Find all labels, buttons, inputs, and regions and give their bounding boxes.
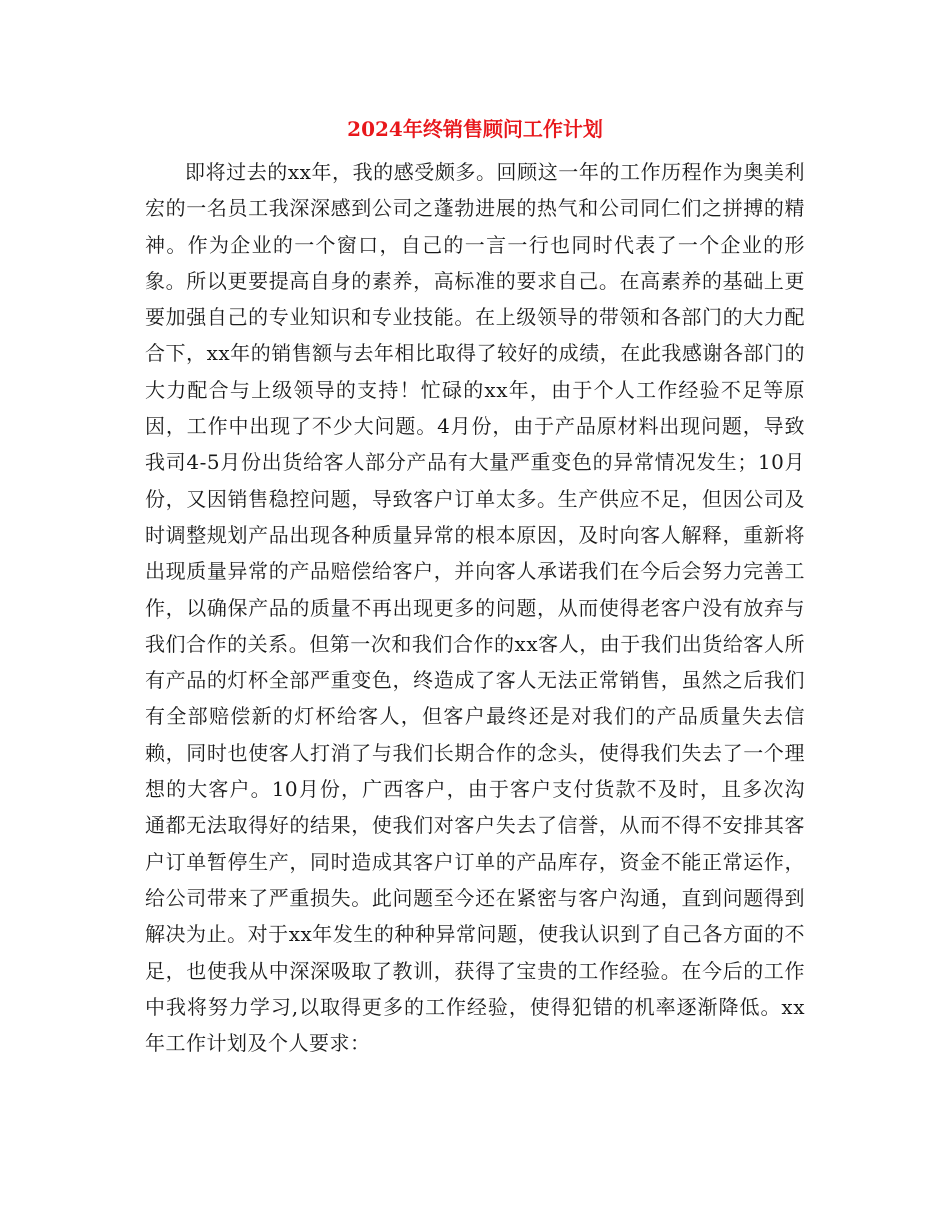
document-title: 2024年终销售顾问工作计划: [347, 117, 603, 141]
body-paragraph: 即将过去的xx年，我的感受颇多。回顾这一年的工作历程作为奥美利宏的一名员工我深深感到公司之蓬勃进展的热气和公司同仁们之拼搏的精神。作为企业的一个窗口，自己的一言一行也同时代表了一个企业的形象。所以更要提高自身的素养，高标准的要求自己。在高素养的基础上更要加强自己的专业知识和专业技能。在上级领导的带领和各部门的大力配合下，xx年的销售额与去年相比取得了较好的成绩，在此我感谢各部门的大力配合与上级领导的支持！忙碌的xx年，由于个人工作经验不足等原因，工作中出现了不少大问题。4月份，由于产品原材料出现问题，导致我司4-5月份出货给客人部分产品有大量严重变色的异常情况发生；10月份，又因销售稳控问题，导致客户订单太多。生产供应不足，但因公司及时调整规划产品出现各种质量异常的根本原因，及时向客人解释，重新将出现质量异常的产品赔偿给客户，并向客人承诺我们在今后会努力完善工作，以确保产品的质量不再出现更多的问题，从而使得老客户没有放弃与我们合作的关系。但第一次和我们合作的xx客人，由于我们出货给客人所有产品的灯杯全部严重变色，终造成了客人无法正常销售，虽然之后我们有全部赔偿新的灯杯给客人，但客户最终还是对我们的产品质量失去信赖，同时也使客人打消了与我们长期合作的念头，使得我们失去了一个理想的大客户。10月份，广西客户，由于客户支付货款不及时，且多次沟通都无法取得好的结果，使我们对客户失去了信誉，从而不得不安排其客户订单暂停生产，同时造成其客户订单的产品库存，资金不能正常运作，给公司带来了严重损失。此问题至今还在紧密与客户沟通，直到问题得到解决为止。对于xx年发生的种种异常问题，使我认识到了自己各方面的不足，也使我从中深深吸取了教训，获得了宝贵的工作经验。在今后的工作中我将努力学习,以取得更多的工作经验，使得犯错的机率逐渐降低。xx年工作计划及个人要求：: [145, 160, 805, 1056]
